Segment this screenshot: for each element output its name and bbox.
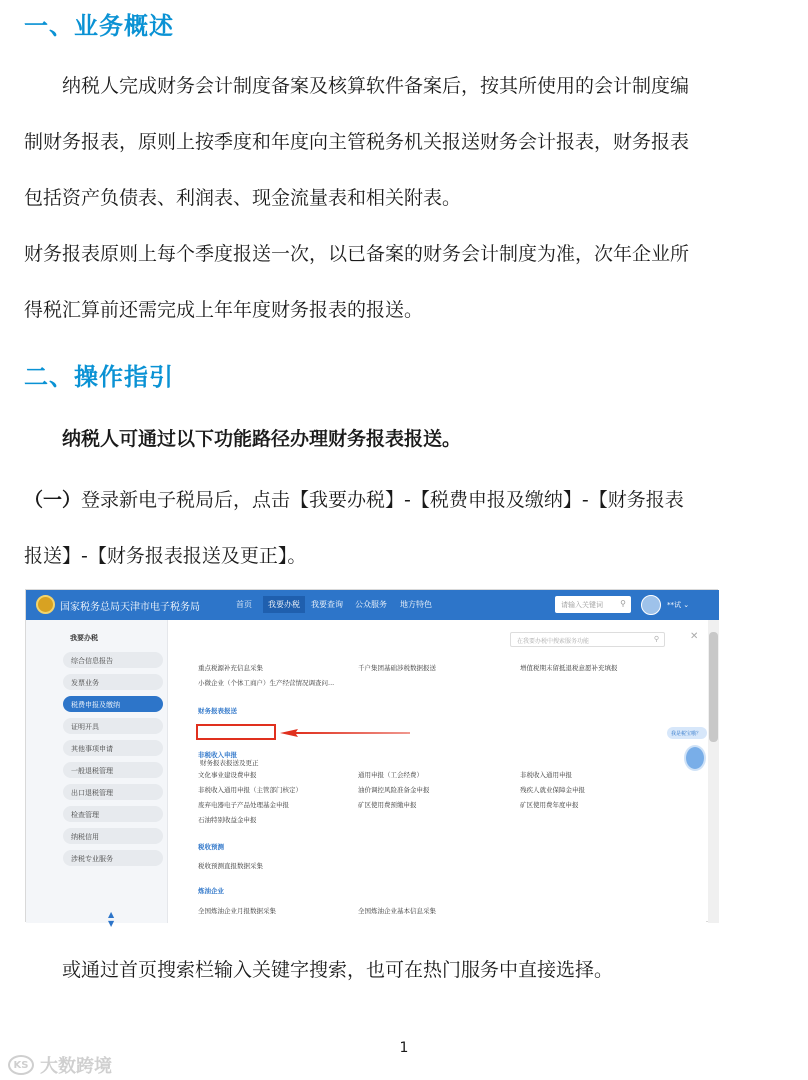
overview-line: 包括资产负债表、利润表、现金流量表和相关附表。 (24, 187, 462, 209)
tax-emblem-icon (36, 595, 55, 614)
overview-paragraph-2 (24, 226, 784, 338)
service-link[interactable]: 矿区使用费年度申报 (520, 801, 579, 809)
financial-report-submit-link[interactable]: 财务报表报送及更正 (200, 759, 259, 767)
watermark-logo-icon: KS (8, 1055, 34, 1075)
search-icon[interactable]: ⚲ (620, 599, 626, 608)
service-link[interactable]: 千户集团基础涉税数据报送 (358, 664, 436, 672)
after-screenshot-text: 或通过首页搜索栏输入关键字搜索，也可在热门服务中直接选择。 (62, 959, 614, 981)
step-line (24, 472, 784, 528)
portal-sidebar (26, 620, 168, 928)
portal-main (168, 620, 706, 923)
sidebar-item-active[interactable]: 税费申报及缴纳 (63, 696, 163, 712)
step-1 (24, 472, 784, 584)
portal-search-placeholder: 请输入关键词 (561, 601, 603, 609)
nav-local[interactable]: 地方特色 (400, 600, 432, 609)
service-link[interactable]: 文化事业建设费申报 (198, 771, 257, 779)
close-icon[interactable]: ✕ (690, 631, 699, 642)
service-link[interactable]: 通用申报（工会经费） (358, 771, 423, 779)
step-line: 报送】-【财务报表报送及更正】。 (24, 545, 307, 567)
sidebar-item[interactable]: 证明开具 (63, 718, 163, 734)
avatar[interactable] (641, 595, 661, 615)
sidebar-item[interactable]: 一般退税管理 (63, 762, 163, 778)
sidebar-item[interactable]: 涉税专业服务 (63, 850, 163, 866)
function-search-input[interactable] (510, 632, 665, 647)
nav-query[interactable]: 我要查询 (311, 600, 343, 609)
username[interactable]: **试 ⌄ (667, 601, 690, 609)
watermark-text: 大数跨境 (40, 1056, 112, 1077)
nav-public[interactable]: 公众服务 (355, 600, 387, 609)
overview-line: 制财务报表，原则上按季度和年度向主管税务机关报送财务会计报表，财务报表 (24, 131, 690, 153)
portal-screenshot (25, 589, 718, 928)
portal-search-input[interactable] (555, 596, 631, 613)
service-link[interactable]: 全国炼油企业基本信息采集 (358, 907, 436, 915)
search-icon[interactable]: ⚲ (653, 635, 659, 643)
sidebar-item[interactable]: 其他事项申请 (63, 740, 163, 756)
assistant-robot-icon[interactable] (684, 745, 706, 771)
watermark (8, 1052, 112, 1078)
service-link[interactable]: 油价调控风险准备金申报 (358, 786, 430, 794)
assistant-bubble[interactable]: 我是税宝哦？ (667, 727, 707, 739)
overview-line: 得税汇算前还需完成上年年度财务报表的报送。 (24, 299, 424, 321)
overview-line: 财务报表原则上每个季度报送一次，以已备案的财务会计制度为准，次年企业所 (24, 243, 690, 265)
page-number: 1 (399, 1040, 409, 1056)
service-link[interactable]: 非税收入通用申报 (520, 771, 572, 779)
service-link[interactable]: 全国炼油企业月报数据采集 (198, 907, 276, 915)
highlight-box (196, 724, 276, 740)
function-search-placeholder: 在我要办税中搜索服务功能 (517, 638, 590, 645)
sidebar-item[interactable]: 综合信息报告 (63, 652, 163, 668)
section2-title: 二、操作指引 (24, 363, 174, 391)
sidebar-item[interactable]: 检查管理 (63, 806, 163, 822)
overview-paragraph-1 (24, 58, 784, 226)
section-forecast: 税收预测 (198, 843, 224, 851)
red-arrow-icon (280, 729, 410, 737)
sidebar-title: 我要办税 (70, 634, 98, 642)
service-link[interactable]: 非税收入通用申报（主管部门核定） (198, 786, 302, 794)
section-financial-report: 财务报表报送 (198, 707, 237, 715)
section-nontax: 非税收入申报 (198, 751, 237, 759)
scrollbar-thumb[interactable] (709, 632, 718, 742)
service-link[interactable]: 废弃电器电子产品处理基金申报 (198, 801, 289, 809)
path-intro: 纳税人可通过以下功能路径办理财务报表报送。 (62, 428, 462, 450)
portal-brand: 国家税务总局天津市电子税务局 (60, 602, 200, 613)
nav-home[interactable]: 首页 (236, 600, 252, 609)
service-link[interactable]: 税收预测直报数据采集 (198, 862, 263, 870)
service-link[interactable]: 矿区使用费预缴申报 (358, 801, 417, 809)
service-link[interactable]: 小微企业（个体工商户）生产经营情况调查问... (198, 679, 335, 687)
sidebar-item[interactable]: 发票业务 (63, 674, 163, 690)
step-number: （一） (24, 489, 82, 511)
section-refine: 炼油企业 (198, 887, 224, 895)
username-text: **试 (667, 601, 681, 609)
scroll-arrow-icon[interactable]: ▲ ▼ (108, 910, 115, 928)
service-link[interactable]: 重点税源补充信息采集 (198, 664, 263, 672)
sidebar-item[interactable]: 出口退税管理 (63, 784, 163, 800)
service-link[interactable]: 石油特别收益金申报 (198, 816, 257, 824)
service-link[interactable]: 增值税期末留抵退税意愿补充填报 (520, 664, 618, 672)
sidebar-item[interactable]: 纳税信用 (63, 828, 163, 844)
step-text: 登录新电子税局后，点击【我要办税】-【税费申报及缴纳】-【财务报表 (81, 489, 684, 511)
section1-title: 一、业务概述 (24, 12, 174, 40)
service-link[interactable]: 残疾人就业保障金申报 (520, 786, 585, 794)
overview-line: 纳税人完成财务会计制度备案及核算软件备案后，按其所使用的会计制度编 (62, 75, 690, 97)
nav-do-tax[interactable]: 我要办税 (263, 596, 305, 613)
portal-topbar (26, 590, 719, 620)
